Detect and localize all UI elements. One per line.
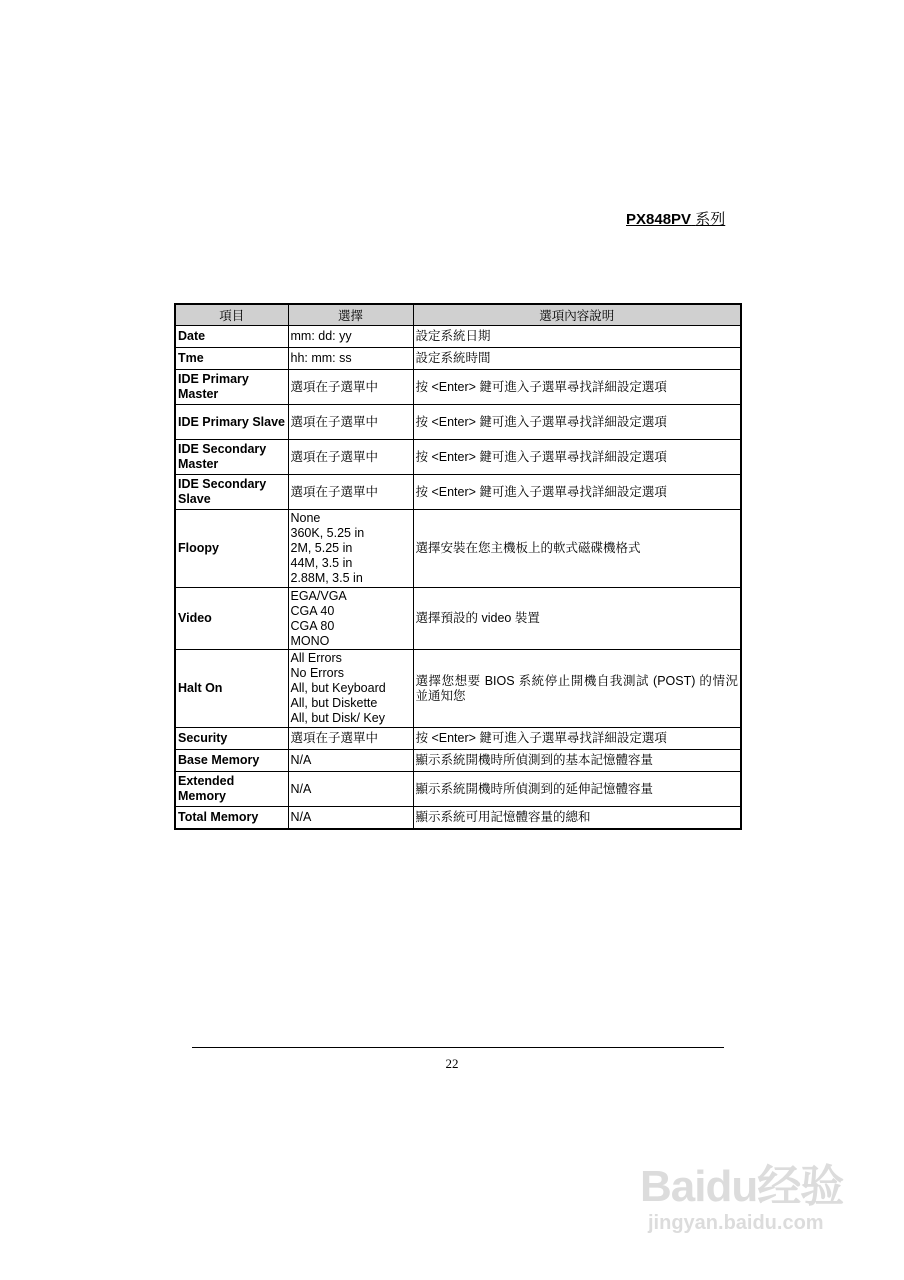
row-description: 按 <Enter> 鍵可進入子選單尋找詳細設定選項: [413, 370, 741, 405]
watermark-url: jingyan.baidu.com: [648, 1212, 824, 1234]
row-description: 顯示系統可用記憶體容量的總和: [413, 807, 741, 829]
row-description: 顯示系統開機時所偵測到的延伸記憶體容量: [413, 772, 741, 807]
row-options: N/A: [288, 750, 413, 772]
row-description: 按 <Enter> 鍵可進入子選單尋找詳細設定選項: [413, 475, 741, 510]
row-item: IDE Secondary Slave: [175, 475, 288, 510]
row-item: IDE Primary Slave: [175, 405, 288, 440]
column-header-description: 選項內容說明: [413, 304, 741, 326]
row-options: All Errors No Errors All, but Keyboard All, but Diskette All, but Disk/ Key: [288, 650, 413, 728]
table-row: [175, 650, 741, 728]
row-options: 選項在子選單中: [288, 405, 413, 440]
row-item: Tme: [175, 348, 288, 370]
bios-settings-table: [174, 303, 742, 830]
row-item: Base Memory: [175, 750, 288, 772]
table-row: [175, 728, 741, 750]
table-row: [175, 750, 741, 772]
row-item: Video: [175, 588, 288, 650]
row-description: 設定系統時間: [413, 348, 741, 370]
row-options: EGA/VGA CGA 40 CGA 80 MONO: [288, 588, 413, 650]
row-item: IDE Primary Master: [175, 370, 288, 405]
row-options: N/A: [288, 772, 413, 807]
row-item: Halt On: [175, 650, 288, 728]
table-row: [175, 807, 741, 829]
table-row: [175, 510, 741, 588]
table-row: [175, 370, 741, 405]
table-header-row: [175, 304, 741, 326]
table-row: [175, 588, 741, 650]
row-description: 按 <Enter> 鍵可進入子選單尋找詳細設定選項: [413, 405, 741, 440]
row-description: 選擇您想要 BIOS 系統停止開機自我測試 (POST) 的情況並通知您: [413, 650, 741, 728]
row-options: 選項在子選單中: [288, 475, 413, 510]
row-item: Security: [175, 728, 288, 750]
row-description: 按 <Enter> 鍵可進入子選單尋找詳細設定選項: [413, 440, 741, 475]
row-options: 選項在子選單中: [288, 440, 413, 475]
row-description: 選擇預設的 video 裝置: [413, 588, 741, 650]
series-label: 系列: [695, 210, 726, 228]
table-row: [175, 348, 741, 370]
row-description: 設定系統日期: [413, 326, 741, 348]
row-item: Extended Memory: [175, 772, 288, 807]
row-options: 選項在子選單中: [288, 370, 413, 405]
row-options: None 360K, 5.25 in 2M, 5.25 in 44M, 3.5 in 2.88M, 3.5 in: [288, 510, 413, 588]
column-header-item: 項目: [175, 304, 288, 326]
row-description: 按 <Enter> 鍵可進入子選單尋找詳細設定選項: [413, 728, 741, 750]
row-item: Floopy: [175, 510, 288, 588]
row-item: IDE Secondary Master: [175, 440, 288, 475]
watermark-logo: Baidu经验: [640, 1162, 844, 1211]
model-name: PX848PV: [626, 211, 692, 228]
row-item: Date: [175, 326, 288, 348]
table-row: [175, 772, 741, 807]
row-options: 選項在子選單中: [288, 728, 413, 750]
baidu-watermark: [640, 1150, 860, 1250]
row-description: 顯示系統開機時所偵測到的基本記憶體容量: [413, 750, 741, 772]
row-options: N/A: [288, 807, 413, 829]
row-options: hh: mm: ss: [288, 348, 413, 370]
table-row: [175, 440, 741, 475]
document-header: [626, 208, 725, 229]
row-options: mm: dd: yy: [288, 326, 413, 348]
table-row: [175, 326, 741, 348]
row-item: Total Memory: [175, 807, 288, 829]
row-description: 選擇安裝在您主機板上的軟式磁碟機格式: [413, 510, 741, 588]
footer-rule: [192, 1047, 724, 1048]
table-row: [175, 405, 741, 440]
column-header-options: 選擇: [288, 304, 413, 326]
table-row: [175, 475, 741, 510]
page-number: 22: [445, 1056, 459, 1071]
